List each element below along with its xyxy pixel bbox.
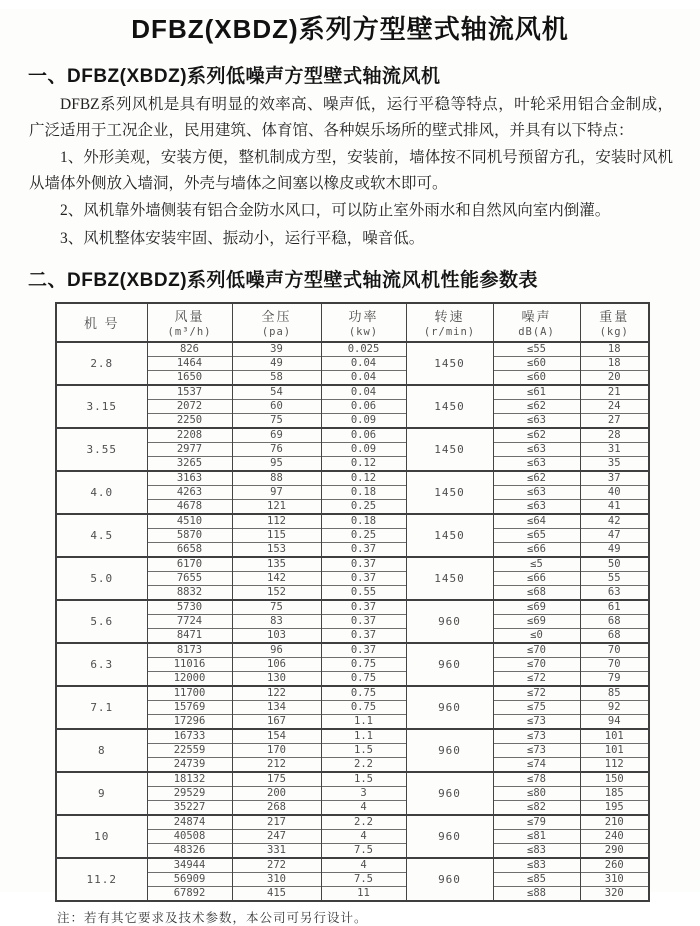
power-cell: 11 xyxy=(321,887,406,902)
flow-cell: 56909 xyxy=(147,873,232,887)
power-cell: 4 xyxy=(321,801,406,816)
footnote: 注：若有其它要求及技术参数，本公司可另行设计。 xyxy=(57,911,368,925)
noise-cell: ≤70 xyxy=(493,643,580,658)
noise-cell: ≤69 xyxy=(493,615,580,629)
speed-cell: 960 xyxy=(406,643,493,686)
power-cell: 2.2 xyxy=(321,815,406,830)
noise-cell: ≤63 xyxy=(493,500,580,515)
weight-cell: 68 xyxy=(580,629,649,644)
flow-cell: 7724 xyxy=(147,615,232,629)
noise-cell: ≤60 xyxy=(493,357,580,371)
noise-cell: ≤64 xyxy=(493,514,580,529)
power-cell: 0.25 xyxy=(321,529,406,543)
power-cell: 0.75 xyxy=(321,701,406,715)
weight-cell: 101 xyxy=(580,729,649,744)
table-row xyxy=(56,428,649,443)
flow-cell: 17296 xyxy=(147,715,232,730)
flow-cell: 3265 xyxy=(147,457,232,472)
noise-cell: ≤66 xyxy=(493,543,580,558)
speed-cell: 1450 xyxy=(406,385,493,428)
table-row xyxy=(56,686,649,701)
weight-cell: 41 xyxy=(580,500,649,515)
weight-cell: 37 xyxy=(580,471,649,486)
flow-cell: 1650 xyxy=(147,371,232,386)
speed-cell: 960 xyxy=(406,858,493,901)
model-cell: 3.15 xyxy=(56,385,147,428)
table-row xyxy=(56,342,649,357)
pressure-cell: 212 xyxy=(232,758,321,773)
noise-cell: ≤73 xyxy=(493,715,580,730)
noise-cell: ≤81 xyxy=(493,830,580,844)
flow-cell: 40508 xyxy=(147,830,232,844)
power-cell: 0.04 xyxy=(321,371,406,386)
noise-cell: ≤88 xyxy=(493,887,580,902)
pressure-cell: 115 xyxy=(232,529,321,543)
speed-cell: 960 xyxy=(406,815,493,858)
pressure-cell: 75 xyxy=(232,600,321,615)
pressure-cell: 175 xyxy=(232,772,321,787)
flow-cell: 2072 xyxy=(147,400,232,414)
model-cell: 8 xyxy=(56,729,147,772)
power-cell: 0.025 xyxy=(321,342,406,357)
table-row xyxy=(56,514,649,529)
pressure-cell: 75 xyxy=(232,414,321,429)
weight-cell: 101 xyxy=(580,744,649,758)
weight-cell: 24 xyxy=(580,400,649,414)
speed-cell: 1450 xyxy=(406,428,493,471)
speed-cell: 960 xyxy=(406,772,493,815)
pressure-cell: 112 xyxy=(232,514,321,529)
table-row xyxy=(56,471,649,486)
flow-cell: 2250 xyxy=(147,414,232,429)
flow-cell: 4678 xyxy=(147,500,232,515)
pressure-cell: 122 xyxy=(232,686,321,701)
weight-cell: 31 xyxy=(580,443,649,457)
power-cell: 0.04 xyxy=(321,357,406,371)
flow-cell: 18132 xyxy=(147,772,232,787)
weight-cell: 27 xyxy=(580,414,649,429)
power-cell: 0.12 xyxy=(321,471,406,486)
power-cell: 0.06 xyxy=(321,400,406,414)
pressure-cell: 96 xyxy=(232,643,321,658)
pressure-cell: 60 xyxy=(232,400,321,414)
weight-cell: 70 xyxy=(580,658,649,672)
weight-cell: 70 xyxy=(580,643,649,658)
noise-cell: ≤63 xyxy=(493,486,580,500)
noise-cell: ≤63 xyxy=(493,414,580,429)
power-cell: 7.5 xyxy=(321,844,406,859)
performance-table-container xyxy=(55,302,648,902)
flow-cell: 15769 xyxy=(147,701,232,715)
weight-cell: 40 xyxy=(580,486,649,500)
noise-cell: ≤70 xyxy=(493,658,580,672)
power-cell: 1.5 xyxy=(321,772,406,787)
pressure-cell: 88 xyxy=(232,471,321,486)
pressure-cell: 310 xyxy=(232,873,321,887)
weight-cell: 260 xyxy=(580,858,649,873)
flow-cell: 3163 xyxy=(147,471,232,486)
noise-cell: ≤65 xyxy=(493,529,580,543)
flow-cell: 4263 xyxy=(147,486,232,500)
noise-cell: ≤83 xyxy=(493,858,580,873)
flow-cell: 34944 xyxy=(147,858,232,873)
power-cell: 0.18 xyxy=(321,514,406,529)
flow-cell: 2977 xyxy=(147,443,232,457)
weight-cell: 28 xyxy=(580,428,649,443)
power-cell: 0.37 xyxy=(321,572,406,586)
weight-cell: 94 xyxy=(580,715,649,730)
weight-cell: 79 xyxy=(580,672,649,687)
flow-cell: 16733 xyxy=(147,729,232,744)
noise-cell: ≤79 xyxy=(493,815,580,830)
noise-cell: ≤55 xyxy=(493,342,580,357)
noise-cell: ≤73 xyxy=(493,744,580,758)
table-row xyxy=(56,557,649,572)
model-cell: 4.0 xyxy=(56,471,147,514)
feature-item-1: 1、外形美观，安装方便，整机制成方型，安装前，墙体按不同机号预留方孔，安装时风机从墙体外侧放入墙洞，外壳与墙体之间塞以橡皮或软木即可。 xyxy=(29,149,673,192)
power-cell: 1.1 xyxy=(321,729,406,744)
weight-cell: 112 xyxy=(580,758,649,773)
noise-cell: ≤83 xyxy=(493,844,580,859)
flow-cell: 8832 xyxy=(147,586,232,601)
power-cell: 0.37 xyxy=(321,557,406,572)
weight-cell: 42 xyxy=(580,514,649,529)
model-cell: 5.6 xyxy=(56,600,147,643)
weight-cell: 61 xyxy=(580,600,649,615)
noise-cell: ≤66 xyxy=(493,572,580,586)
pressure-cell: 76 xyxy=(232,443,321,457)
model-cell: 10 xyxy=(56,815,147,858)
noise-cell: ≤5 xyxy=(493,557,580,572)
weight-cell: 92 xyxy=(580,701,649,715)
power-cell: 0.09 xyxy=(321,414,406,429)
noise-cell: ≤85 xyxy=(493,873,580,887)
pressure-cell: 39 xyxy=(232,342,321,357)
noise-cell: ≤62 xyxy=(493,400,580,414)
noise-cell: ≤75 xyxy=(493,701,580,715)
power-cell: 1.5 xyxy=(321,744,406,758)
speed-cell: 1450 xyxy=(406,557,493,600)
noise-cell: ≤72 xyxy=(493,686,580,701)
pressure-cell: 154 xyxy=(232,729,321,744)
noise-cell: ≤63 xyxy=(493,443,580,457)
model-cell: 4.5 xyxy=(56,514,147,557)
power-cell: 1.1 xyxy=(321,715,406,730)
model-cell: 6.3 xyxy=(56,643,147,686)
flow-cell: 48326 xyxy=(147,844,232,859)
power-cell: 3 xyxy=(321,787,406,801)
pressure-cell: 135 xyxy=(232,557,321,572)
pressure-cell: 217 xyxy=(232,815,321,830)
power-cell: 0.37 xyxy=(321,600,406,615)
pressure-cell: 58 xyxy=(232,371,321,386)
pressure-cell: 130 xyxy=(232,672,321,687)
weight-cell: 68 xyxy=(580,615,649,629)
pressure-cell: 268 xyxy=(232,801,321,816)
speed-cell: 1450 xyxy=(406,471,493,514)
weight-cell: 85 xyxy=(580,686,649,701)
document-page xyxy=(0,9,700,925)
table-row xyxy=(56,858,649,873)
weight-cell: 18 xyxy=(580,342,649,357)
pressure-cell: 200 xyxy=(232,787,321,801)
weight-cell: 20 xyxy=(580,371,649,386)
pressure-cell: 106 xyxy=(232,658,321,672)
pressure-cell: 152 xyxy=(232,586,321,601)
power-cell: 0.37 xyxy=(321,543,406,558)
noise-cell: ≤72 xyxy=(493,672,580,687)
flow-cell: 22559 xyxy=(147,744,232,758)
pressure-cell: 167 xyxy=(232,715,321,730)
col-header-power: 功率 (kw) xyxy=(321,303,406,342)
flow-cell: 8173 xyxy=(147,643,232,658)
pressure-cell: 97 xyxy=(232,486,321,500)
weight-cell: 50 xyxy=(580,557,649,572)
weight-cell: 47 xyxy=(580,529,649,543)
pressure-cell: 69 xyxy=(232,428,321,443)
pressure-cell: 170 xyxy=(232,744,321,758)
noise-cell: ≤63 xyxy=(493,457,580,472)
table-row xyxy=(56,729,649,744)
power-cell: 0.25 xyxy=(321,500,406,515)
pressure-cell: 95 xyxy=(232,457,321,472)
pressure-cell: 103 xyxy=(232,629,321,644)
feature-item-2: 2、风机靠外墙侧装有铝合金防水风口，可以防止室外雨水和自然风向室内倒灌。 xyxy=(60,202,611,219)
pressure-cell: 247 xyxy=(232,830,321,844)
model-cell: 9 xyxy=(56,772,147,815)
pressure-cell: 134 xyxy=(232,701,321,715)
weight-cell: 290 xyxy=(580,844,649,859)
power-cell: 2.2 xyxy=(321,758,406,773)
pressure-cell: 54 xyxy=(232,385,321,400)
flow-cell: 24874 xyxy=(147,815,232,830)
noise-cell: ≤73 xyxy=(493,729,580,744)
pressure-cell: 153 xyxy=(232,543,321,558)
power-cell: 0.12 xyxy=(321,457,406,472)
speed-cell: 960 xyxy=(406,729,493,772)
table-header-row xyxy=(56,303,649,342)
flow-cell: 1537 xyxy=(147,385,232,400)
col-header-pressure: 全压 (pa) xyxy=(232,303,321,342)
model-cell: 3.55 xyxy=(56,428,147,471)
flow-cell: 67892 xyxy=(147,887,232,902)
flow-cell: 1464 xyxy=(147,357,232,371)
table-row xyxy=(56,385,649,400)
speed-cell: 1450 xyxy=(406,342,493,385)
power-cell: 0.04 xyxy=(321,385,406,400)
noise-cell: ≤68 xyxy=(493,586,580,601)
flow-cell: 6170 xyxy=(147,557,232,572)
col-header-speed: 转速 (r/min) xyxy=(406,303,493,342)
noise-cell: ≤74 xyxy=(493,758,580,773)
pressure-cell: 142 xyxy=(232,572,321,586)
section2-heading: 二、DFBZ(XBDZ)系列低噪声方型壁式轴流风机性能参数表 xyxy=(28,270,539,291)
noise-cell: ≤0 xyxy=(493,629,580,644)
speed-cell: 1450 xyxy=(406,514,493,557)
power-cell: 0.55 xyxy=(321,586,406,601)
pressure-cell: 121 xyxy=(232,500,321,515)
model-cell: 2.8 xyxy=(56,342,147,385)
col-header-noise: 噪声 dB(A) xyxy=(493,303,580,342)
col-header-model: 机 号 xyxy=(56,303,147,342)
speed-cell: 960 xyxy=(406,600,493,643)
power-cell: 0.75 xyxy=(321,672,406,687)
flow-cell: 5870 xyxy=(147,529,232,543)
weight-cell: 185 xyxy=(580,787,649,801)
weight-cell: 310 xyxy=(580,873,649,887)
power-cell: 4 xyxy=(321,830,406,844)
weight-cell: 21 xyxy=(580,385,649,400)
section1-heading: 一、DFBZ(XBDZ)系列低噪声方型壁式轴流风机 xyxy=(28,66,441,87)
weight-cell: 195 xyxy=(580,801,649,816)
intro-paragraph: DFBZ系列风机是具有明显的效率高、噪声低，运行平稳等特点，叶轮采用铝合金制成，广泛适用于工况企业，民用建筑、体育馆、各种娱乐场所的壁式排风，并具有以下特点： xyxy=(29,96,673,139)
power-cell: 0.37 xyxy=(321,629,406,644)
noise-cell: ≤61 xyxy=(493,385,580,400)
flow-cell: 35227 xyxy=(147,801,232,816)
weight-cell: 150 xyxy=(580,772,649,787)
feature-item-3: 3、风机整体安装牢固、振动小，运行平稳，噪音低。 xyxy=(60,229,425,247)
flow-cell: 24739 xyxy=(147,758,232,773)
weight-cell: 210 xyxy=(580,815,649,830)
page-title: DFBZ(XBDZ)系列方型壁式轴流风机 xyxy=(131,14,569,44)
speed-cell: 960 xyxy=(406,686,493,729)
pressure-cell: 49 xyxy=(232,357,321,371)
pressure-cell: 83 xyxy=(232,615,321,629)
col-header-weight: 重量 (kg) xyxy=(580,303,649,342)
performance-table xyxy=(55,302,650,902)
model-cell: 11.2 xyxy=(56,858,147,901)
power-cell: 0.75 xyxy=(321,686,406,701)
noise-cell: ≤62 xyxy=(493,428,580,443)
flow-cell: 11700 xyxy=(147,686,232,701)
weight-cell: 55 xyxy=(580,572,649,586)
power-cell: 0.37 xyxy=(321,615,406,629)
table-row xyxy=(56,643,649,658)
weight-cell: 320 xyxy=(580,887,649,902)
weight-cell: 35 xyxy=(580,457,649,472)
col-header-flow: 风量 (m³/h) xyxy=(147,303,232,342)
noise-cell: ≤69 xyxy=(493,600,580,615)
weight-cell: 18 xyxy=(580,357,649,371)
flow-cell: 4510 xyxy=(147,514,232,529)
model-cell: 5.0 xyxy=(56,557,147,600)
flow-cell: 6658 xyxy=(147,543,232,558)
weight-cell: 63 xyxy=(580,586,649,601)
power-cell: 0.06 xyxy=(321,428,406,443)
table-row xyxy=(56,772,649,787)
flow-cell: 12000 xyxy=(147,672,232,687)
flow-cell: 11016 xyxy=(147,658,232,672)
table-row xyxy=(56,600,649,615)
power-cell: 0.18 xyxy=(321,486,406,500)
noise-cell: ≤62 xyxy=(493,471,580,486)
power-cell: 0.09 xyxy=(321,443,406,457)
pressure-cell: 415 xyxy=(232,887,321,902)
power-cell: 7.5 xyxy=(321,873,406,887)
noise-cell: ≤78 xyxy=(493,772,580,787)
noise-cell: ≤80 xyxy=(493,787,580,801)
weight-cell: 49 xyxy=(580,543,649,558)
model-cell: 7.1 xyxy=(56,686,147,729)
noise-cell: ≤60 xyxy=(493,371,580,386)
flow-cell: 29529 xyxy=(147,787,232,801)
flow-cell: 2208 xyxy=(147,428,232,443)
flow-cell: 7655 xyxy=(147,572,232,586)
pressure-cell: 272 xyxy=(232,858,321,873)
table-row xyxy=(56,815,649,830)
noise-cell: ≤82 xyxy=(493,801,580,816)
power-cell: 4 xyxy=(321,858,406,873)
flow-cell: 5730 xyxy=(147,600,232,615)
flow-cell: 826 xyxy=(147,342,232,357)
flow-cell: 8471 xyxy=(147,629,232,644)
weight-cell: 240 xyxy=(580,830,649,844)
power-cell: 0.37 xyxy=(321,643,406,658)
pressure-cell: 331 xyxy=(232,844,321,859)
power-cell: 0.75 xyxy=(321,658,406,672)
